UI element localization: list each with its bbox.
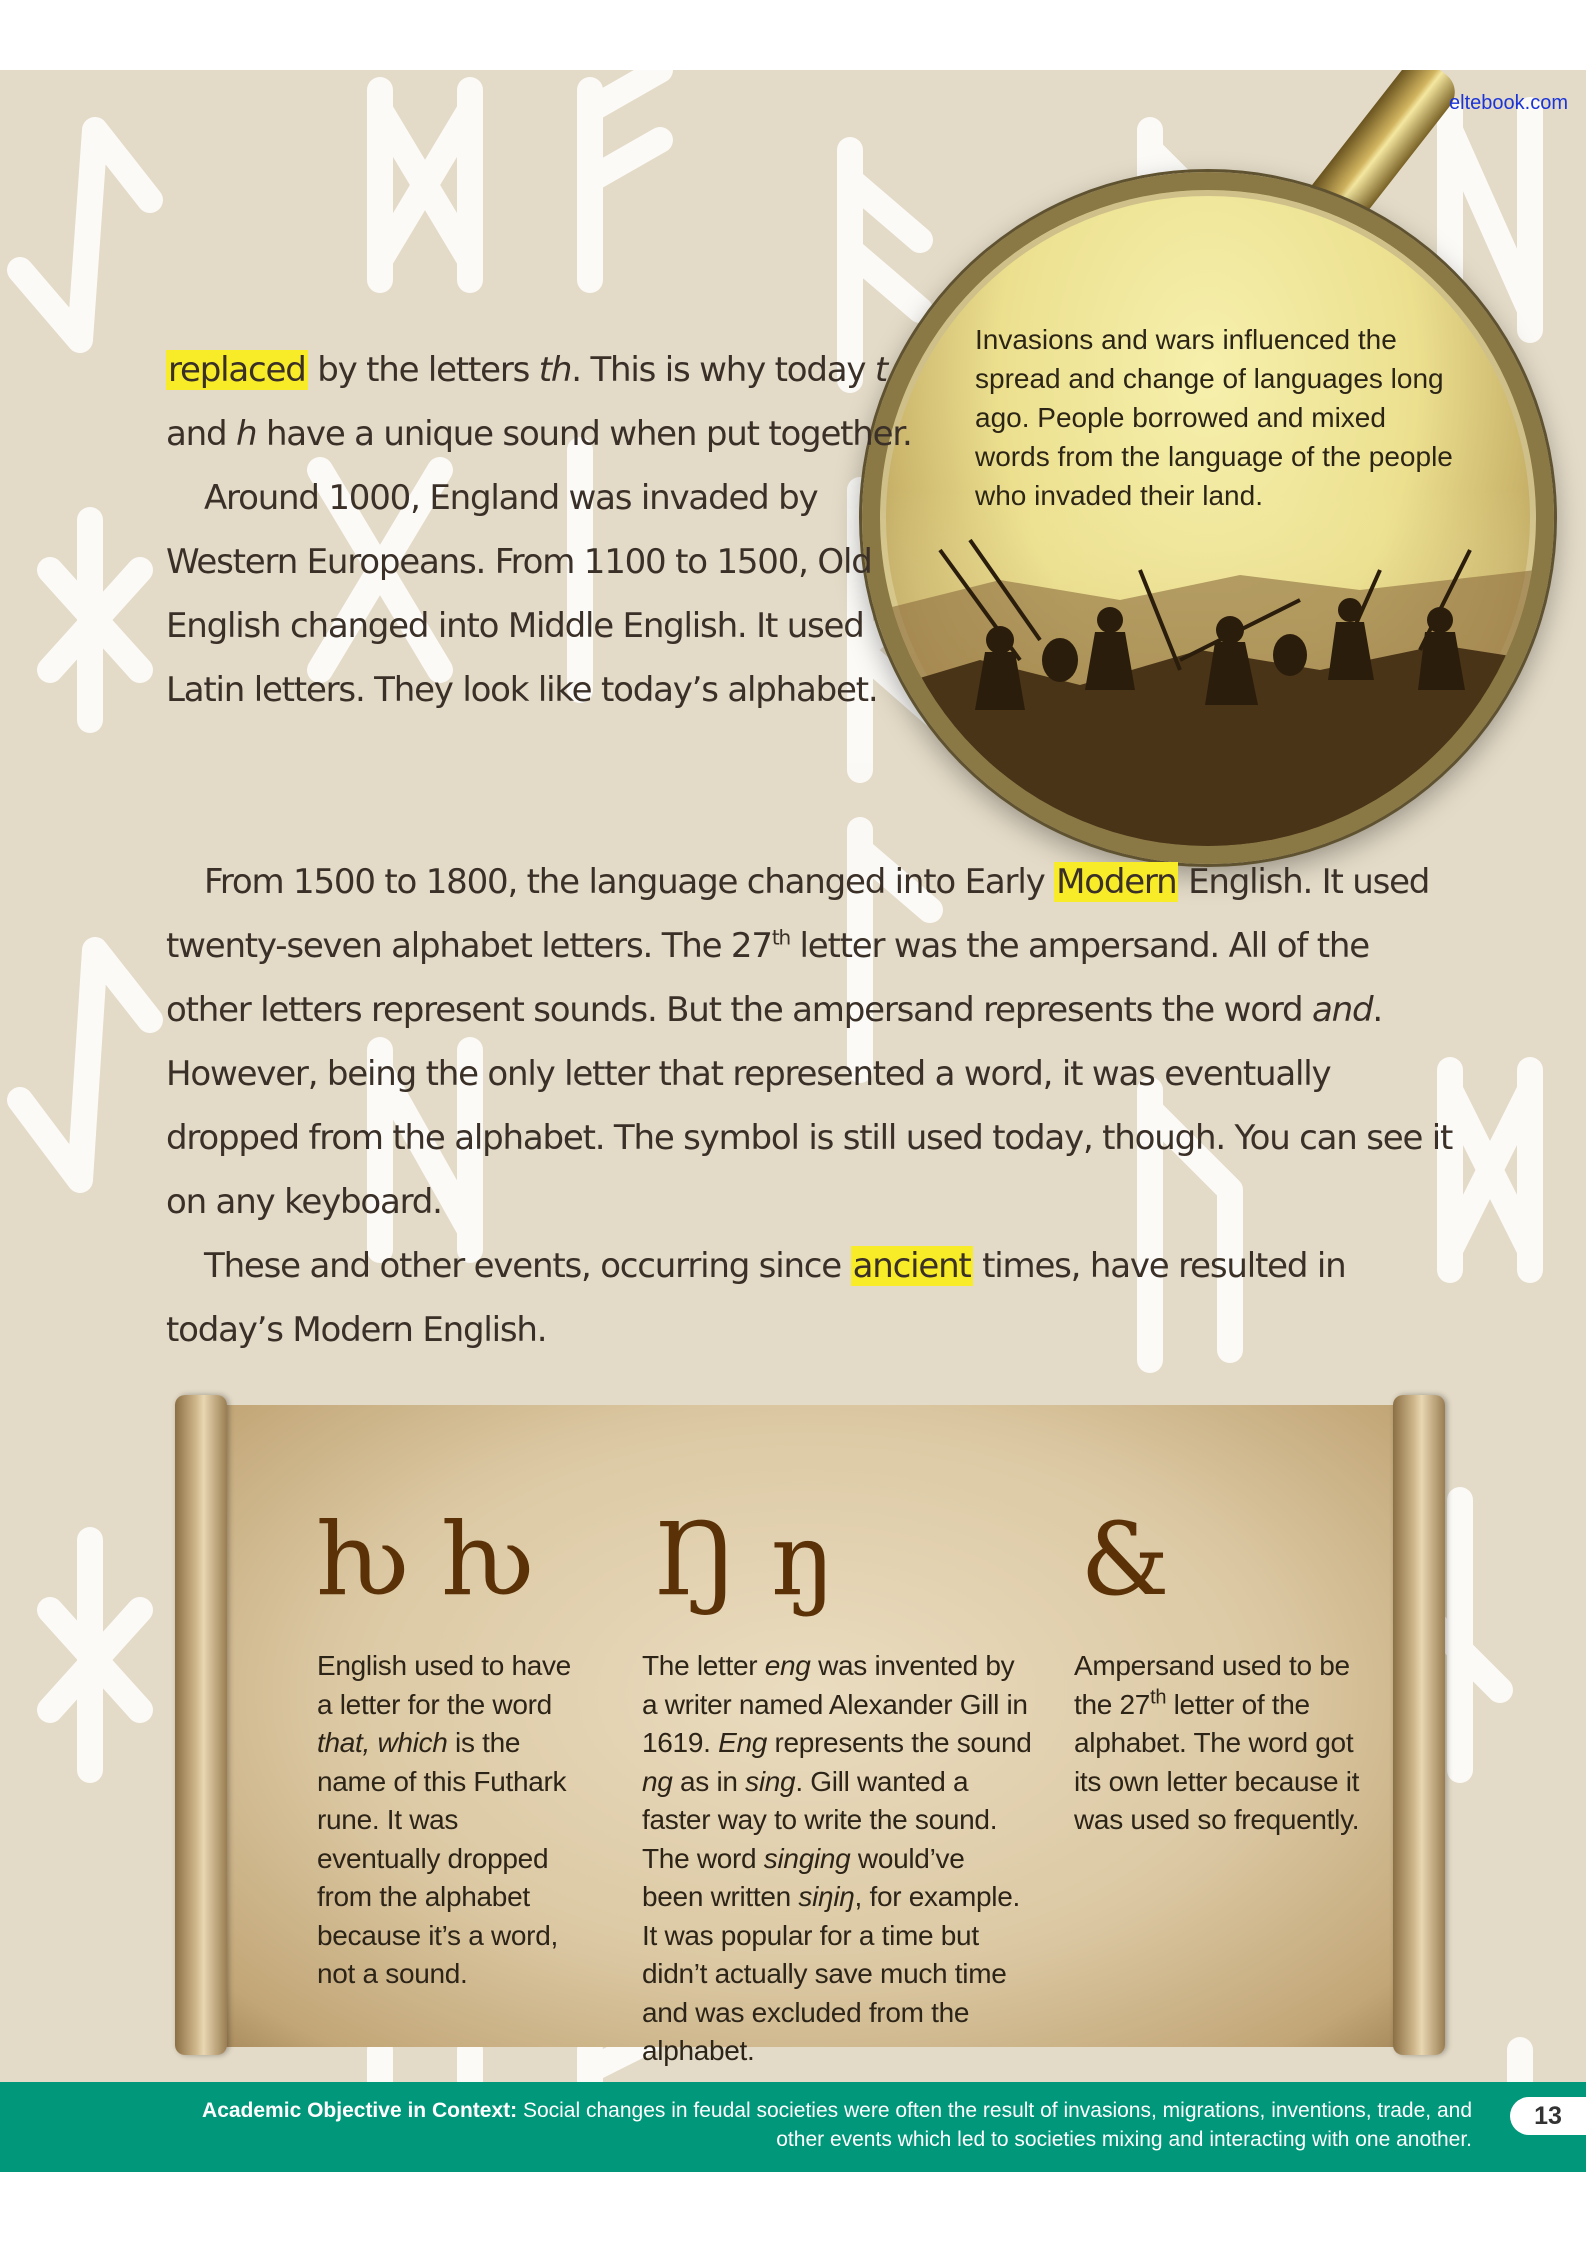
scroll-column-3: Ampersand used to be the 27th letter of the alphabet. The word got its own letter because it was used so frequently. [1074,1650,1360,1835]
hwair-letter-glyph: ƕ ƕ [315,1501,535,1618]
paragraph-2: Around 1000, England was invaded by Western Europeans. From 1100 to 1500, Old English changed into Middle English. It used Latin letters. They look like today’s alphabet. [166,478,878,710]
scroll-column-2: The letter eng was invented by a writer named Alexander Gill in 1619. Eng represents the sound ng as in sing. Gill wanted a faster way to write the sound. The word singing would’ve been written siŋiŋ, for example. It was popular for a time but didn’t actually save much time and was excluded from the alphabet. [642,1650,1032,2066]
scroll-rod-right [1393,1395,1445,2055]
magnifier-caption: Invasions and wars influenced the spread and change of languages long ago. People borrowed and mixed words from the language of the people who invaded their land. [975,324,1453,511]
battle-silhouette-illustration [880,190,1536,846]
body-text-lower [166,850,1456,1362]
paragraph-4: These and other events, occurring since ancient times, have resulted in today’s Modern English. [166,1246,1346,1350]
magnifying-glass [862,172,1554,864]
ampersand-glyph: & [1080,1501,1170,1618]
scroll-column-1: English used to have a letter for the word that, which is the name of this Futhark rune. It was eventually dropped from the alphabet because it’s a word, not a sound. [317,1650,571,1989]
paragraph-3: From 1500 to 1800, the language changed into Early Modern English. It used twenty-seven alphabet letters. The 27th letter was the ampersand. All of the other letters represent sounds. But the ampersand represents the word and. However, being the only letter that represented a word, it was eventually dropped from the alphabet. The symbol is still used today, though. You can see it on any keyboard. [166,862,1453,1222]
paragraph-1: replaced by the letters th. This is why today t and h have a unique sound when put together. [166,350,912,454]
highlighted-word[interactable]: ancient [852,1246,971,1286]
highlighted-word[interactable]: Modern [1056,862,1177,902]
page-number: 13 [1510,2097,1586,2135]
parchment-scroll [175,1395,1445,2066]
watermark[interactable]: eltebook.com [1449,92,1568,114]
page [0,70,1586,2172]
footer-band [0,2082,1586,2172]
highlighted-word[interactable]: replaced [168,350,306,390]
academic-objective: Academic Objective in Context: Social changes in feudal societies were often the result of invasions, migrations, inventions, trade, and other events which led to societies mixing and interacting with one another. [202,2099,1472,2151]
scroll-rod-left [175,1395,227,2055]
eng-letter-glyph: Ŋ ŋ [654,1501,836,1618]
body-text-upper [166,338,916,722]
academic-objective-label: Academic Objective in Context: [202,2099,518,2122]
